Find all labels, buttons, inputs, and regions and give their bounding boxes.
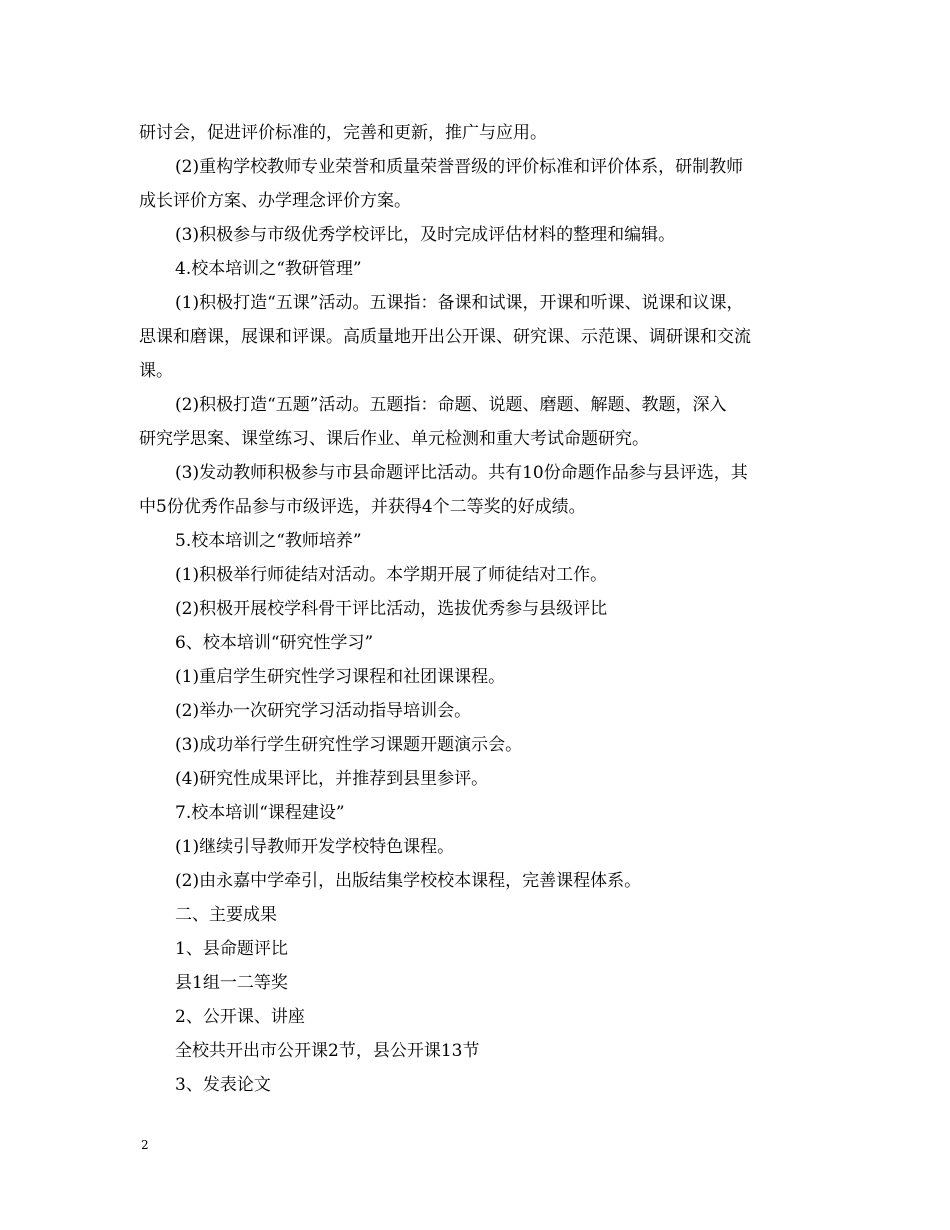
text-line: (2)举办一次研究学习活动指导培训会。 bbox=[175, 701, 472, 721]
text-line: 5.校本培训之“教师培养” bbox=[175, 531, 362, 551]
text-line: 全校共开出市公开课2节，县公开课13节 bbox=[175, 1041, 480, 1061]
text-line: 2、公开课、讲座 bbox=[175, 1007, 305, 1027]
text-line: 二、主要成果 bbox=[175, 905, 277, 925]
text-line: 4.校本培训之“教研管理” bbox=[175, 259, 362, 279]
text-line: 6、校本培训“研究性学习” bbox=[175, 633, 374, 653]
text-line: 思课和磨课，展课和评课。高质量地开出公开课、研究课、示范课、调研课和交流 bbox=[139, 327, 751, 347]
text-line: 研讨会，促进评价标准的，完善和更新，推广与应用。 bbox=[139, 123, 547, 143]
text-line: (1)重启学生研究性学习课程和社团课课程。 bbox=[175, 667, 506, 687]
text-line: 1、县命题评比 bbox=[175, 939, 288, 959]
text-line: (4)研究性成果评比，并推荐到县里参评。 bbox=[175, 769, 489, 789]
text-line: (3)积极参与市级优秀学校评比，及时完成评估材料的整理和编辑。 bbox=[175, 225, 676, 245]
text-line: 3、发表论文 bbox=[175, 1075, 271, 1095]
text-line: 研究学思案、课堂练习、课后作业、单元检测和重大考试命题研究。 bbox=[139, 429, 649, 449]
text-line: 县1组一二等奖 bbox=[175, 973, 288, 993]
text-line: (2)重构学校教师专业荣誉和质量荣誉晋级的评价标准和评价体系，研制教师 bbox=[175, 157, 744, 177]
text-line: (1)积极举行师徒结对活动。本学期开展了师徒结对工作。 bbox=[175, 565, 608, 585]
text-line: 7.校本培训“课程建设” bbox=[175, 803, 345, 823]
text-line: (1)积极打造“五课”活动。五课指：备课和试课，开课和听课、说课和议课， bbox=[175, 293, 744, 313]
text-line: (3)发动教师积极参与市县命题评比活动。共有10份命题作品参与县评选，其 bbox=[175, 463, 748, 483]
text-line: (2)积极开展校学科骨干评比活动，选拔优秀参与县级评比 bbox=[175, 599, 608, 619]
text-line: (2)由永嘉中学牵引，出版结集学校校本课程，完善课程体系。 bbox=[175, 871, 642, 891]
text-line: (1)继续引导教师开发学校特色课程。 bbox=[175, 837, 455, 857]
text-line: 成长评价方案、办学理念评价方案。 bbox=[139, 191, 411, 211]
text-line: 课。 bbox=[139, 361, 173, 381]
text-line: 中5份优秀作品参与市级评选，并获得4个二等奖的好成绩。 bbox=[139, 497, 586, 517]
text-line: (2)积极打造“五题”活动。五题指：命题、说题、磨题、解题、教题，深入 bbox=[175, 395, 727, 415]
text-line: (3)成功举行学生研究性学习课题开题演示会。 bbox=[175, 735, 523, 755]
page-number: 2 bbox=[141, 1138, 149, 1152]
document-body bbox=[139, 116, 819, 1102]
